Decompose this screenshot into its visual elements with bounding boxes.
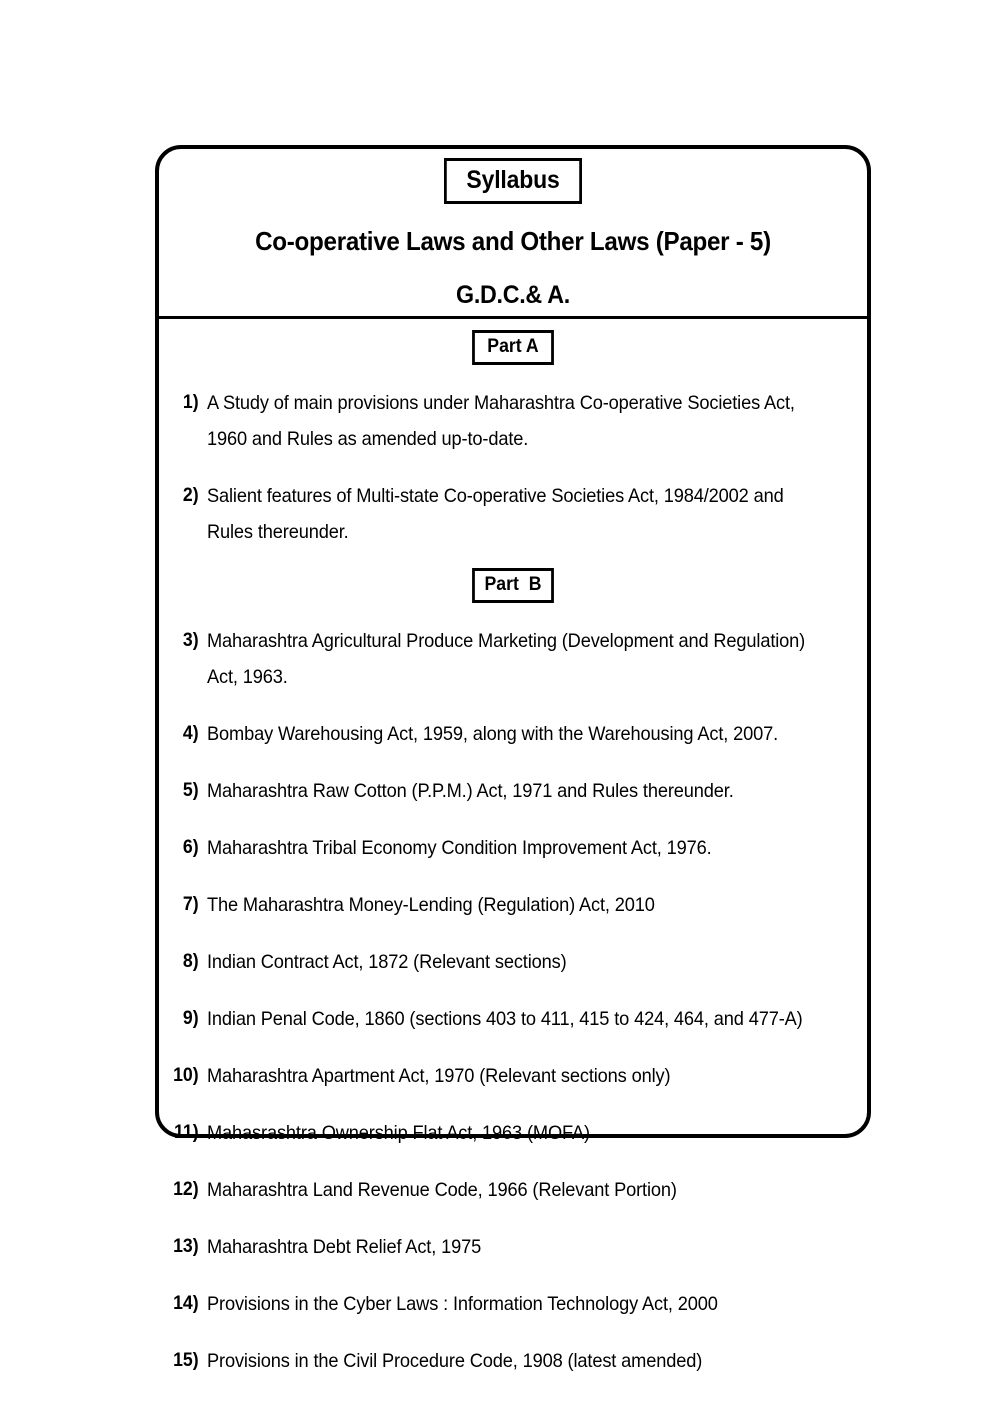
page-subtitle: G.D.C.& A.	[456, 281, 570, 309]
item-text: Maharashtra Land Revenue Code, 1966 (Relevant Portion)	[207, 1179, 677, 1201]
syllabus-body	[159, 319, 867, 1379]
item-number: 13)	[173, 1236, 199, 1257]
list-item	[159, 1001, 867, 1037]
item-list-part-a	[159, 385, 867, 550]
item-text: Maharashtra Tribal Economy Condition Improvement Act, 1976.	[207, 837, 712, 859]
list-item	[159, 773, 867, 809]
item-text: Salient features of Multi-state Co-operative Societies Act, 1984/2002 and Rules thereunder.	[207, 485, 784, 543]
item-number: 6)	[182, 837, 199, 858]
item-number: 11)	[174, 1122, 199, 1143]
item-text: Indian Penal Code, 1860 (sections 403 to 411, 415 to 424, 464, and 477-A)	[207, 1008, 803, 1030]
item-number: 15)	[173, 1350, 199, 1371]
list-item	[159, 1229, 867, 1265]
item-number: 2)	[182, 485, 199, 506]
item-text: Maharashtra Raw Cotton (P.P.M.) Act, 1971 and Rules thereunder.	[207, 780, 734, 802]
part-label-b: Part B	[472, 568, 554, 603]
list-item	[159, 944, 867, 980]
item-text: Provisions in the Civil Procedure Code, 1908 (latest amended)	[207, 1350, 703, 1372]
item-number: 14)	[173, 1293, 199, 1314]
item-number: 4)	[182, 723, 199, 744]
item-text: Provisions in the Cyber Laws : Information Technology Act, 2000	[207, 1293, 718, 1315]
page-title: Co-operative Laws and Other Laws (Paper - 5)	[255, 226, 771, 256]
item-text: Bombay Warehousing Act, 1959, along with the Warehousing Act, 2007.	[207, 723, 779, 745]
list-item	[159, 385, 867, 457]
item-text: Mahasrashtra Ownership Flat Act, 1963 (MOFA)	[207, 1122, 590, 1144]
list-item	[159, 1115, 867, 1151]
item-number: 9)	[182, 1008, 199, 1029]
item-text: Maharashtra Agricultural Produce Marketing (Development and Regulation) Act, 1963.	[207, 630, 806, 688]
list-item	[159, 1172, 867, 1208]
item-number: 12)	[173, 1179, 199, 1200]
list-item	[159, 1286, 867, 1322]
part-label-a: Part A	[472, 330, 554, 365]
list-item	[159, 623, 867, 695]
item-text: The Maharashtra Money-Lending (Regulation) Act, 2010	[207, 894, 655, 916]
document-header	[159, 149, 867, 319]
item-text: Maharashtra Apartment Act, 1970 (Relevant sections only)	[207, 1065, 671, 1087]
part-divider-spacer	[159, 550, 867, 568]
item-list-part-b	[159, 623, 867, 1379]
list-item	[159, 478, 867, 550]
syllabus-frame	[155, 145, 871, 1372]
list-item	[159, 887, 867, 923]
item-number: 1)	[182, 392, 199, 413]
item-number: 7)	[182, 894, 199, 915]
item-number: 10)	[173, 1065, 199, 1086]
item-number: 5)	[182, 780, 199, 801]
part-section-a	[159, 330, 867, 550]
list-item	[159, 1343, 867, 1379]
part-section-b	[159, 568, 867, 1379]
item-text: Maharashtra Debt Relief Act, 1975	[207, 1236, 482, 1258]
list-item	[159, 1058, 867, 1094]
syllabus-title-box: Syllabus	[444, 158, 582, 204]
item-number: 3)	[182, 630, 199, 651]
list-item	[159, 716, 867, 752]
item-text: Indian Contract Act, 1872 (Relevant sections)	[207, 951, 567, 973]
item-number: 8)	[182, 951, 199, 972]
item-text: A Study of main provisions under Maharashtra Co-operative Societies Act, 1960 and Rules as amended up-to-date.	[207, 392, 795, 450]
list-item	[159, 830, 867, 866]
